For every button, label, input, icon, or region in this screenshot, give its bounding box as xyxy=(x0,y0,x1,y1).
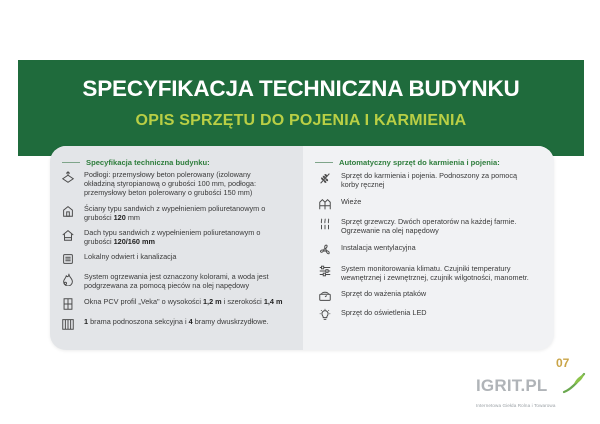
feeding-equipment-heading xyxy=(315,156,500,168)
equipment-item-text: Wieże xyxy=(341,197,362,206)
spec-item-heating xyxy=(60,272,269,290)
sliders-icon xyxy=(317,264,333,278)
equipment-item-feeding xyxy=(317,171,517,189)
equipment-item-text: Sprzęt grzewczy. Dwóch operatorów na każdej farmie. Ogrzewanie na olej napędowy xyxy=(341,217,517,236)
equipment-item-text: Sprzęt do oświetlenia LED xyxy=(341,308,427,317)
equipment-item-lighting xyxy=(317,308,427,322)
silo-icon xyxy=(317,197,333,211)
spec-item-floors xyxy=(60,170,256,198)
wall-icon xyxy=(60,204,76,218)
page-number: 07 xyxy=(556,356,570,370)
heating-icon xyxy=(60,272,76,286)
scale-icon xyxy=(317,289,333,303)
spec-item-text: Lokalny odwiert i kanalizacja xyxy=(84,252,177,261)
spec-item-roof xyxy=(60,228,260,246)
heater-icon xyxy=(317,217,333,231)
igrit-logo[interactable] xyxy=(476,376,588,416)
equipment-item-heating xyxy=(317,217,516,235)
page-title: SPECYFIKACJA TECHNICZNA BUDYNKU xyxy=(82,76,520,101)
roof-icon xyxy=(60,228,76,242)
building-spec-column xyxy=(50,146,303,350)
fan-icon xyxy=(317,243,333,257)
equipment-item-climate xyxy=(317,264,529,282)
light-icon xyxy=(317,308,333,322)
building-spec-heading-text: Specyfikacja techniczna budynku: xyxy=(86,157,210,167)
gate-icon xyxy=(60,317,76,331)
equipment-item-text: System monitorowania klimatu. Czujniki temperatury wewnętrznej i zewnętrznej, czujnik wilgotności, manometr. xyxy=(341,264,529,283)
equipment-item-text: Instalacja wentylacyjna xyxy=(341,243,416,252)
header-banner xyxy=(18,60,584,156)
page-subtitle: OPIS SPRZĘTU DO POJENIA I KARMIENIA xyxy=(135,112,467,129)
spec-card xyxy=(50,146,554,350)
logo-tagline: Internetowa Giełda Rolna i Towarowa xyxy=(476,403,556,408)
spec-item-drainage xyxy=(60,252,176,266)
spec-item-text: Podłogi: przemysłowy beton polerowany (izolowany okładziną styropianową o grubości 100 mm, podłoga: przemysłowy beton polerowany o grubości 150 mm) xyxy=(84,170,256,198)
heading-divider xyxy=(62,162,80,163)
equipment-item-text: Sprzęt do karmienia i pojenia. Podnoszony za pomocą korby ręcznej xyxy=(341,171,518,190)
window-icon xyxy=(60,297,76,311)
spec-item-text: Dach typu sandwich z wypełnieniem poliuretanowym o grubości 120/160 mm xyxy=(84,228,261,247)
spec-item-walls xyxy=(60,204,265,222)
heading-divider xyxy=(315,162,333,163)
floor-icon xyxy=(60,170,76,184)
building-spec-heading xyxy=(62,156,210,168)
leaf-icon xyxy=(562,372,586,396)
equipment-item-ventilation xyxy=(317,243,416,257)
spec-item-text: Okna PCV profil „Veka" o wysokości 1,2 m i szerokości 1,4 m xyxy=(84,297,283,306)
logo-wordmark: IGRIT.PL xyxy=(476,376,548,395)
wheat-icon xyxy=(317,171,333,185)
equipment-item-silos xyxy=(317,197,361,211)
feeding-equipment-column xyxy=(303,146,554,350)
spec-item-windows xyxy=(60,297,283,311)
spec-item-text: 1 brama podnoszona sekcyjna i 4 bramy dwuskrzydłowe. xyxy=(84,317,269,326)
spec-item-text: System ogrzewania jest oznaczony kolorami, a woda jest podgrzewana za pomocą pieców na olej napędowy xyxy=(84,272,269,291)
equipment-item-weighing xyxy=(317,289,426,303)
equipment-item-text: Sprzęt do ważenia ptaków xyxy=(341,289,427,298)
feeding-equipment-heading-text: Automatyczny sprzęt do karmienia i pojenia: xyxy=(339,157,500,167)
spec-item-gates xyxy=(60,317,269,331)
drain-icon xyxy=(60,252,76,266)
spec-item-text: Ściany typu sandwich z wypełnieniem poliuretanowym o grubości 120 mm xyxy=(84,204,266,223)
